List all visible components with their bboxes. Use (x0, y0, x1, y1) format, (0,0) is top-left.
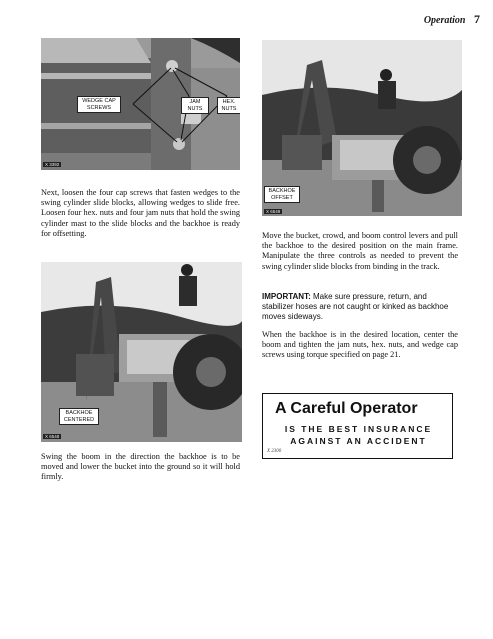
photo-id: X 3392 (45, 162, 60, 167)
safety-notice-title: A Careful Operator (275, 400, 418, 417)
important-text: Make sure pressure, return, and stabilizer hoses are not caught or kinked as backhoe moves sideways. (262, 292, 449, 321)
paragraph-center-boom: When the backhoe is in the desired location, center the boom and tighten the jam nuts, hex. nuts, and wedge cap screws using torque specified on page 21. (262, 330, 458, 360)
safety-notice-line-2: AGAINST AN ACCIDENT (290, 436, 427, 446)
callout-hex-nuts: HEX. NUTS (217, 97, 240, 114)
paragraph-move-controls: Move the bucket, crowd, and boom control levers and pull the backhoe to the desired position on the main frame. Manipulate the three controls as needed to prevent the swing cylinder slide blocks from binding in the track. (262, 231, 458, 271)
important-label: IMPORTANT: (262, 292, 311, 301)
paragraph-swing-boom: Swing the boom in the direction the backhoe is to be moved and lower the bucket into the ground so it will hold firmly. (41, 452, 240, 482)
photo-backhoe-centered (41, 262, 242, 442)
photo-id: X 6549 (266, 209, 281, 214)
page-number: 7 (474, 12, 480, 26)
safety-notice-line-1: IS THE BEST INSURANCE (284, 424, 433, 434)
paragraph-loosen: Next, loosen the four cap screws that fasten wedges to the swing cylinder slide blocks, allowing wedges to slide free. Loosen four hex. nuts and four jam nuts that hold the swing cylinder mast to the slide blocks and the backhoe is ready for offsetting. (41, 188, 240, 238)
photo-id: X 6548 (45, 434, 60, 439)
photo-backhoe-offset (262, 40, 462, 216)
photo-swing-cylinder-closeup (41, 38, 240, 170)
page-header (380, 12, 480, 27)
safety-notice-id: X 2300 (267, 449, 282, 454)
callout-wedge-cap-screws: WEDGE CAP SCREWS (77, 96, 121, 113)
important-notice (262, 292, 458, 322)
callout-backhoe-centered: BACKHOE CENTERED (59, 408, 99, 425)
safety-notice-box (262, 393, 453, 459)
callout-jam-nuts: JAM NUTS (181, 97, 209, 114)
callout-backhoe-offset: BACKHOE OFFSET (264, 186, 300, 203)
section-title: Operation (423, 15, 466, 26)
